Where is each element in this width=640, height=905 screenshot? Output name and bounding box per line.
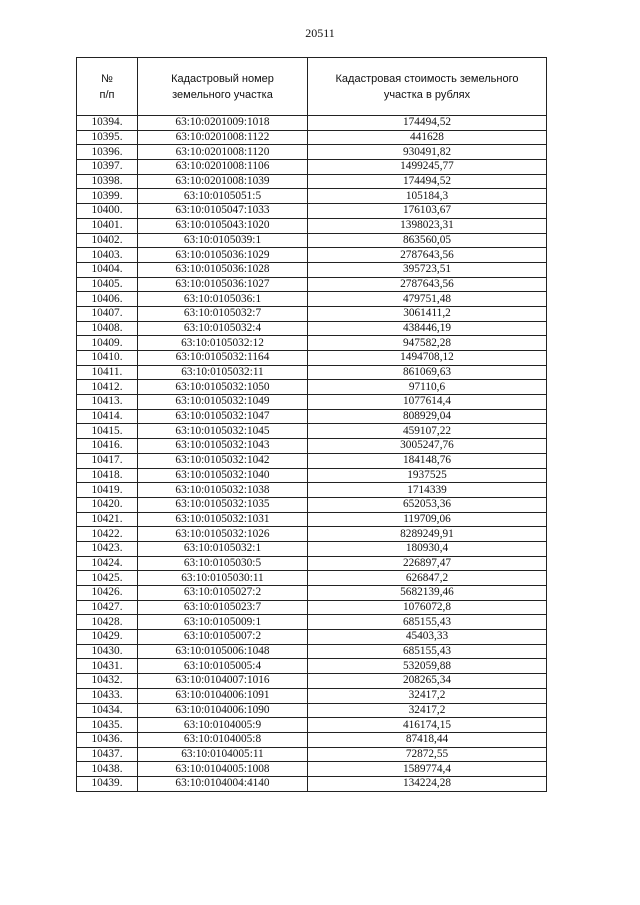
cell-cadastral-value: 1077614,4 — [308, 395, 547, 410]
cell-cadastral-number: 63:10:0105032:1035 — [138, 497, 308, 512]
cell-cadastral-value: 45403,33 — [308, 630, 547, 645]
table-row — [77, 718, 547, 733]
cell-cadastral-number: 63:10:0105036:1028 — [138, 262, 308, 277]
cell-row-number: 10428. — [77, 615, 138, 630]
table-row — [77, 439, 547, 454]
table-row — [77, 130, 547, 145]
cell-cadastral-number: 63:10:0105032:1026 — [138, 527, 308, 542]
table-row — [77, 145, 547, 160]
cell-cadastral-number: 63:10:0105030:5 — [138, 556, 308, 571]
header-row-number — [77, 58, 138, 116]
header-cadastral-value-text: Кадастровая стоимость земельного участка в рублях — [335, 72, 519, 101]
cell-cadastral-value: 2787643,56 — [308, 248, 547, 263]
table-row — [77, 189, 547, 204]
cell-row-number: 10411. — [77, 365, 138, 380]
cell-row-number: 10434. — [77, 703, 138, 718]
cell-cadastral-value: 180930,4 — [308, 541, 547, 556]
cell-cadastral-number: 63:10:0104005:8 — [138, 732, 308, 747]
cell-row-number: 10405. — [77, 277, 138, 292]
cell-row-number: 10419. — [77, 483, 138, 498]
cell-row-number: 10401. — [77, 218, 138, 233]
cell-row-number: 10402. — [77, 233, 138, 248]
cell-cadastral-number: 63:10:0105032:1043 — [138, 439, 308, 454]
table-row — [77, 321, 547, 336]
cell-cadastral-number: 63:10:0105027:2 — [138, 586, 308, 601]
cell-cadastral-number: 63:10:0105030:11 — [138, 571, 308, 586]
table-row — [77, 732, 547, 747]
table-row — [77, 174, 547, 189]
cell-cadastral-number: 63:10:0105032:1038 — [138, 483, 308, 498]
table-header-row — [77, 58, 547, 116]
table-row — [77, 262, 547, 277]
cell-cadastral-value: 1937525 — [308, 468, 547, 483]
cell-cadastral-value: 174494,52 — [308, 116, 547, 131]
header-cadastral-number-text: Кадастровый номер земельного участка — [171, 72, 274, 101]
cell-cadastral-number: 63:10:0105032:4 — [138, 321, 308, 336]
cell-cadastral-number: 63:10:0105032:1047 — [138, 409, 308, 424]
cell-cadastral-value: 1494708,12 — [308, 351, 547, 366]
table-row — [77, 277, 547, 292]
cell-cadastral-value: 97110,6 — [308, 380, 547, 395]
cell-cadastral-number: 63:10:0105036:1027 — [138, 277, 308, 292]
cell-row-number: 10438. — [77, 762, 138, 777]
cell-row-number: 10427. — [77, 600, 138, 615]
cell-row-number: 10433. — [77, 688, 138, 703]
cell-cadastral-value: 184148,76 — [308, 453, 547, 468]
table-row — [77, 688, 547, 703]
cell-row-number: 10406. — [77, 292, 138, 307]
cell-cadastral-value: 685155,43 — [308, 644, 547, 659]
header-cadastral-number — [138, 58, 308, 116]
table-row — [77, 116, 547, 131]
cell-cadastral-number: 63:10:0105051:5 — [138, 189, 308, 204]
cell-cadastral-value: 176103,67 — [308, 204, 547, 219]
cadastral-value-table — [76, 57, 547, 792]
table-row — [77, 571, 547, 586]
table-row — [77, 483, 547, 498]
cell-row-number: 10426. — [77, 586, 138, 601]
cell-cadastral-number: 63:10:0104006:1090 — [138, 703, 308, 718]
cell-cadastral-number: 63:10:0105043:1020 — [138, 218, 308, 233]
table-row — [77, 248, 547, 263]
cell-row-number: 10429. — [77, 630, 138, 645]
cell-cadastral-number: 63:10:0201008:1039 — [138, 174, 308, 189]
cell-cadastral-value: 930491,82 — [308, 145, 547, 160]
cell-cadastral-value: 105184,3 — [308, 189, 547, 204]
cell-cadastral-value: 134224,28 — [308, 776, 547, 791]
table-row — [77, 233, 547, 248]
cell-cadastral-value: 861069,63 — [308, 365, 547, 380]
cell-cadastral-number: 63:10:0105032:12 — [138, 336, 308, 351]
cell-cadastral-value: 652053,36 — [308, 497, 547, 512]
table-row — [77, 600, 547, 615]
cell-cadastral-value: 226897,47 — [308, 556, 547, 571]
cell-row-number: 10423. — [77, 541, 138, 556]
cell-row-number: 10430. — [77, 644, 138, 659]
table-row — [77, 424, 547, 439]
cell-cadastral-number: 63:10:0105007:2 — [138, 630, 308, 645]
cell-cadastral-number: 63:10:0104005:9 — [138, 718, 308, 733]
cell-cadastral-value: 1398023,31 — [308, 218, 547, 233]
table-row — [77, 512, 547, 527]
cell-cadastral-number: 63:10:0105032:1040 — [138, 468, 308, 483]
cell-cadastral-number: 63:10:0105032:1 — [138, 541, 308, 556]
cell-cadastral-number: 63:10:0105009:1 — [138, 615, 308, 630]
cell-cadastral-number: 63:10:0105032:1164 — [138, 351, 308, 366]
table-row — [77, 644, 547, 659]
cell-row-number: 10416. — [77, 439, 138, 454]
table-row — [77, 659, 547, 674]
table-row — [77, 556, 547, 571]
cell-cadastral-number: 63:10:0105032:1045 — [138, 424, 308, 439]
cell-cadastral-number: 63:10:0104005:1008 — [138, 762, 308, 777]
cell-cadastral-value: 459107,22 — [308, 424, 547, 439]
cell-cadastral-number: 63:10:0105032:7 — [138, 306, 308, 321]
table-row — [77, 453, 547, 468]
cell-cadastral-value: 1714339 — [308, 483, 547, 498]
cell-cadastral-number: 63:10:0105032:1031 — [138, 512, 308, 527]
table-row — [77, 674, 547, 689]
cell-cadastral-number: 63:10:0201008:1120 — [138, 145, 308, 160]
cell-cadastral-value: 808929,04 — [308, 409, 547, 424]
cell-row-number: 10432. — [77, 674, 138, 689]
cell-cadastral-value: 685155,43 — [308, 615, 547, 630]
table-row — [77, 615, 547, 630]
cell-cadastral-value: 87418,44 — [308, 732, 547, 747]
cell-cadastral-number: 63:10:0105032:1049 — [138, 395, 308, 410]
cell-row-number: 10431. — [77, 659, 138, 674]
table-row — [77, 776, 547, 791]
cell-cadastral-number: 63:10:0105006:1048 — [138, 644, 308, 659]
cell-row-number: 10420. — [77, 497, 138, 512]
cell-cadastral-number: 63:10:0104004:4140 — [138, 776, 308, 791]
table-row — [77, 409, 547, 424]
cell-row-number: 10397. — [77, 160, 138, 175]
cell-row-number: 10418. — [77, 468, 138, 483]
cell-cadastral-number: 63:10:0105032:1050 — [138, 380, 308, 395]
cell-cadastral-value: 5682139,46 — [308, 586, 547, 601]
page-number: 20511 — [305, 26, 335, 40]
table-row — [77, 218, 547, 233]
header-row-number-text: № п/п — [99, 72, 115, 101]
table-row — [77, 703, 547, 718]
cell-cadastral-number: 63:10:0105036:1029 — [138, 248, 308, 263]
cell-row-number: 10421. — [77, 512, 138, 527]
cell-row-number: 10407. — [77, 306, 138, 321]
cell-cadastral-number: 63:10:0104007:1016 — [138, 674, 308, 689]
cell-cadastral-number: 63:10:0201008:1106 — [138, 160, 308, 175]
cell-row-number: 10396. — [77, 145, 138, 160]
table-row — [77, 762, 547, 777]
cell-cadastral-value: 208265,34 — [308, 674, 547, 689]
cell-cadastral-number: 63:10:0105005:4 — [138, 659, 308, 674]
table-row — [77, 204, 547, 219]
cell-cadastral-number: 63:10:0105032:1042 — [138, 453, 308, 468]
table-row — [77, 160, 547, 175]
cell-cadastral-number: 63:10:0104005:11 — [138, 747, 308, 762]
cell-row-number: 10422. — [77, 527, 138, 542]
cell-row-number: 10417. — [77, 453, 138, 468]
table-row — [77, 747, 547, 762]
cell-row-number: 10404. — [77, 262, 138, 277]
cell-cadastral-number: 63:10:0105023:7 — [138, 600, 308, 615]
table-row — [77, 292, 547, 307]
cell-cadastral-value: 72872,55 — [308, 747, 547, 762]
cell-cadastral-value: 441628 — [308, 130, 547, 145]
table-row — [77, 380, 547, 395]
table-row — [77, 351, 547, 366]
header-cadastral-value — [308, 58, 547, 116]
cell-row-number: 10412. — [77, 380, 138, 395]
cell-cadastral-value: 947582,28 — [308, 336, 547, 351]
cell-row-number: 10408. — [77, 321, 138, 336]
table-row — [77, 586, 547, 601]
cell-row-number: 10409. — [77, 336, 138, 351]
table-row — [77, 527, 547, 542]
cell-cadastral-value: 3061411,2 — [308, 306, 547, 321]
cell-cadastral-value: 32417,2 — [308, 703, 547, 718]
cell-row-number: 10439. — [77, 776, 138, 791]
cell-cadastral-number: 63:10:0201009:1018 — [138, 116, 308, 131]
cell-cadastral-value: 1076072,8 — [308, 600, 547, 615]
cell-cadastral-value: 1499245,77 — [308, 160, 547, 175]
cell-row-number: 10413. — [77, 395, 138, 410]
cell-cadastral-value: 174494,52 — [308, 174, 547, 189]
cell-cadastral-value: 1589774,4 — [308, 762, 547, 777]
cell-cadastral-value: 863560,05 — [308, 233, 547, 248]
table-row — [77, 365, 547, 380]
cell-row-number: 10435. — [77, 718, 138, 733]
table-row — [77, 306, 547, 321]
cell-cadastral-value: 2787643,56 — [308, 277, 547, 292]
cell-row-number: 10399. — [77, 189, 138, 204]
cell-row-number: 10403. — [77, 248, 138, 263]
cell-cadastral-value: 119709,06 — [308, 512, 547, 527]
cell-cadastral-value: 438446,19 — [308, 321, 547, 336]
cell-cadastral-value: 32417,2 — [308, 688, 547, 703]
table-row — [77, 395, 547, 410]
cell-cadastral-value: 626847,2 — [308, 571, 547, 586]
cell-cadastral-number: 63:10:0105036:1 — [138, 292, 308, 307]
cell-row-number: 10394. — [77, 116, 138, 131]
cell-cadastral-number: 63:10:0105047:1033 — [138, 204, 308, 219]
cell-row-number: 10395. — [77, 130, 138, 145]
cell-cadastral-value: 532059,88 — [308, 659, 547, 674]
cell-row-number: 10425. — [77, 571, 138, 586]
table-row — [77, 541, 547, 556]
cell-row-number: 10414. — [77, 409, 138, 424]
cell-cadastral-value: 416174,15 — [308, 718, 547, 733]
cell-cadastral-value: 395723,51 — [308, 262, 547, 277]
cell-row-number: 10398. — [77, 174, 138, 189]
cell-cadastral-value: 479751,48 — [308, 292, 547, 307]
cell-cadastral-number: 63:10:0104006:1091 — [138, 688, 308, 703]
cell-row-number: 10424. — [77, 556, 138, 571]
cell-cadastral-value: 3005247,76 — [308, 439, 547, 454]
cell-cadastral-number: 63:10:0105039:1 — [138, 233, 308, 248]
cell-row-number: 10415. — [77, 424, 138, 439]
table-row — [77, 468, 547, 483]
cell-cadastral-number: 63:10:0201008:1122 — [138, 130, 308, 145]
cell-row-number: 10410. — [77, 351, 138, 366]
table-row — [77, 630, 547, 645]
cell-cadastral-value: 8289249,91 — [308, 527, 547, 542]
table-body — [77, 116, 547, 792]
table-row — [77, 497, 547, 512]
table-row — [77, 336, 547, 351]
cell-row-number: 10437. — [77, 747, 138, 762]
cell-cadastral-number: 63:10:0105032:11 — [138, 365, 308, 380]
cell-row-number: 10400. — [77, 204, 138, 219]
cell-row-number: 10436. — [77, 732, 138, 747]
